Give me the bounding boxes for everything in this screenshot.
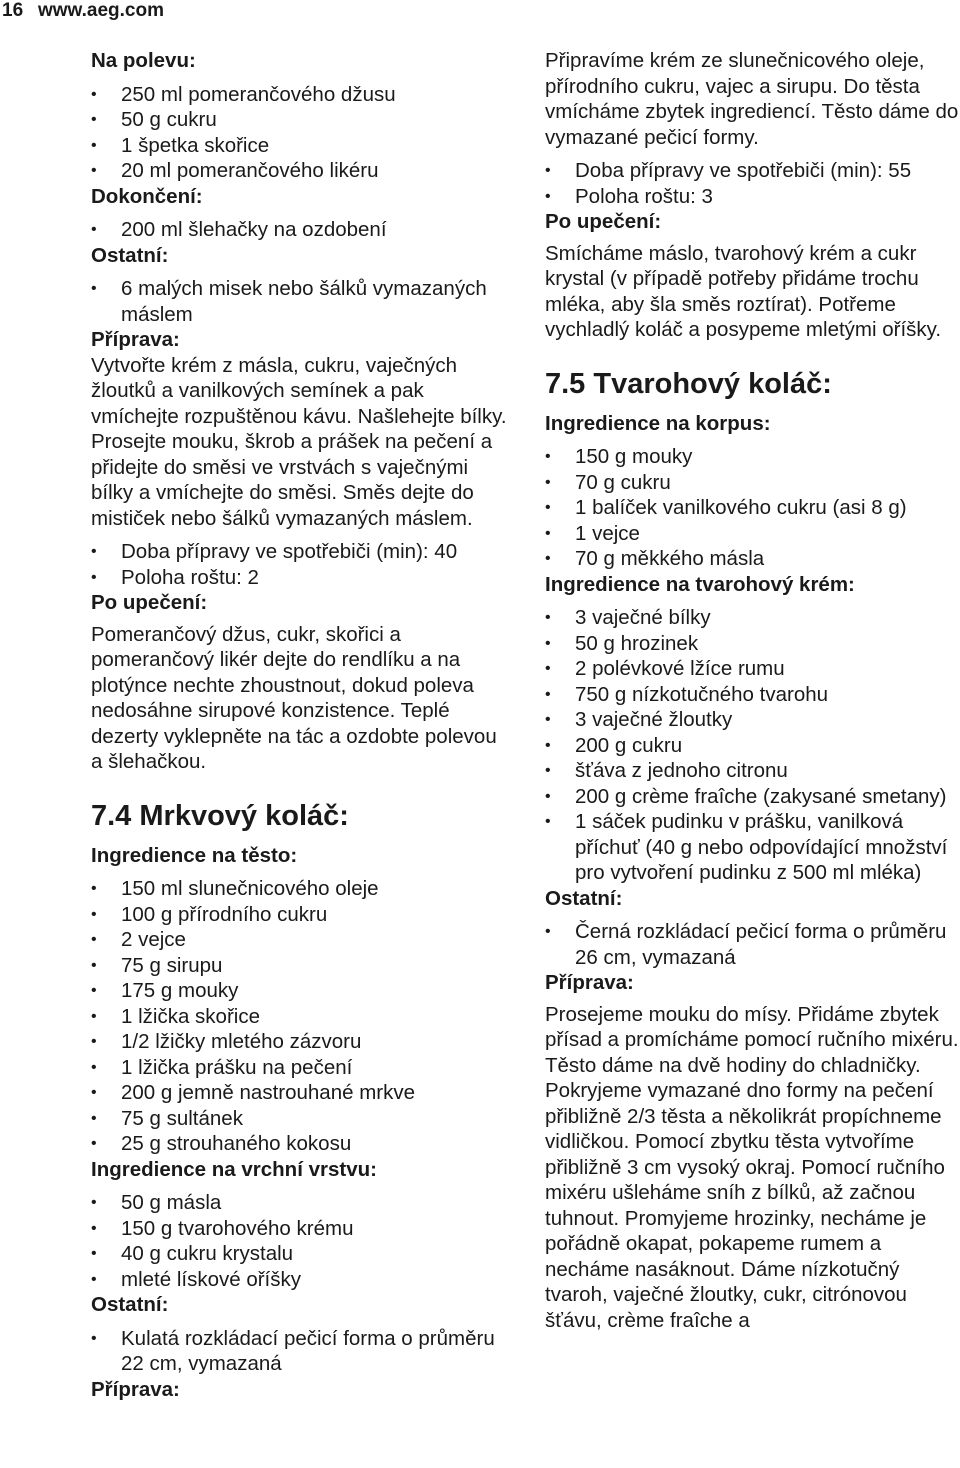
- list-item: • 6 malých misek nebo šálků vymazaných máslem: [91, 276, 511, 327]
- list-item: • 150 g mouky: [545, 444, 960, 470]
- priprava-text: Prosejeme mouku do mísy. Přidáme zbytek přísad a promícháme pomocí ručního mixéru. Těsto dáme na dvě hodiny do chladničky. Pokryjeme vymazané dno formy na pečení přibližně 2/3 těsta a několikrát propíchneme vidličkou. Pomocí zbytku těsta vytvoříme přibližně 3 cm vysoký okraj. Pomocí ručního mixéru ušleháme sníh z bílků, až začnou tuhnout. Promyjeme hrozinky, necháme je pořádně okapat, pokapeme rumem a necháme nasáknout. Dáme nízkotučný tvaroh, vaječné žloutky, cukr, citrónovou šťávu, crème fraîche a: [545, 1002, 959, 1332]
- list-item: • šťáva z jednoho citronu: [545, 758, 960, 784]
- testo-heading: Ingredience na těsto:: [91, 843, 298, 867]
- list-item: • 2 vejce: [91, 927, 511, 953]
- intro-text: Připravíme krém ze slunečnicového oleje, přírodního cukru, vajec a sirupu. Do těsta vmícháme zbytek ingrediencí. Těsto dáme do vymazané pečicí formy.: [545, 49, 959, 149]
- dokonceni-list: [91, 217, 511, 243]
- ostatni-list: [91, 276, 511, 327]
- po-upeceni-text: Smícháme máslo, tvarohový krém a cukr krystal (v případě potřeby přidáme trochu mléka, aby šla směs roztírat). Potřeme vychladlý koláč a posypeme mletými oříšky.: [545, 241, 942, 341]
- list-item: • 200 g crème fraîche (zakysané smetany): [545, 784, 960, 810]
- priprava-heading: Příprava:: [91, 328, 180, 351]
- list-item: • Poloha roštu: 3: [545, 184, 960, 210]
- ostatni-heading: Ostatní:: [545, 886, 623, 910]
- testo-list: [91, 876, 511, 1157]
- section-title-7-5: 7.5 Tvarohový koláč:: [545, 367, 832, 400]
- list-item: • 1 špetka skořice: [91, 133, 511, 159]
- params-list: [91, 539, 511, 590]
- priprava-text: Vytvořte krém z másla, cukru, vaječných žloutků a vanilkových semínek a pak vmíchejte rozpuštěnou kávu. Našlehejte bílky. Prosejte mouku, škrob a prášek na pečení a přidejte do směsi ve vrstvách s vaječnými bílky a vmíchejte do směsi. Směs dejte do mističek nebo šálků vymazaných máslem.: [91, 353, 507, 530]
- list-item: • Poloha roštu: 2: [91, 565, 511, 591]
- params-list: [545, 158, 960, 209]
- po-upeceni-text: Pomerančový džus, cukr, skořici a pomerančový likér dejte do rendlíku a na plotýnce nechte zhoustnout, dokud poleva nedosáhne sirupové konzistence. Teplé dezerty vyklepněte na tác a ozdobte polevou a šlehačkou.: [91, 622, 497, 773]
- list-item: • 75 g sultánek: [91, 1106, 511, 1132]
- right-column: [545, 48, 960, 1341]
- po-upeceni-heading: Po upečení:: [91, 591, 208, 614]
- ostatni-heading: Ostatní:: [91, 243, 169, 267]
- list-item: • 150 g tvarohového krému: [91, 1216, 511, 1242]
- krem-heading: Ingredience na tvarohový krém:: [545, 572, 855, 596]
- na-polevu-list: [91, 82, 511, 184]
- list-item: • 200 g jemně nastrouhané mrkve: [91, 1080, 511, 1106]
- krem-list: [545, 605, 960, 886]
- priprava-heading: Příprava:: [545, 971, 634, 994]
- list-item: • 1 balíček vanilkového cukru (asi 8 g): [545, 495, 960, 521]
- list-item: • 200 ml šlehačky na ozdobení: [91, 217, 511, 243]
- korpus-heading: Ingredience na korpus:: [545, 411, 771, 435]
- list-item: • 1 lžička prášku na pečení: [91, 1055, 511, 1081]
- list-item: • 200 g cukru: [545, 733, 960, 759]
- list-item: • 1 vejce: [545, 521, 960, 547]
- vrchni-list: [91, 1190, 511, 1292]
- list-item: • 150 ml slunečnicového oleje: [91, 876, 511, 902]
- website-url: www.aeg.com: [38, 0, 164, 21]
- list-item: • 75 g sirupu: [91, 953, 511, 979]
- ostatni2-list: [91, 1326, 511, 1377]
- list-item: • Doba přípravy ve spotřebiči (min): 40: [91, 539, 511, 565]
- page-number: 16: [2, 0, 24, 21]
- list-item: • mleté lískové oříšky: [91, 1267, 511, 1293]
- list-item: • 3 vaječné žloutky: [545, 707, 960, 733]
- priprava2-heading: Příprava:: [91, 1377, 180, 1401]
- list-item: • 750 g nízkotučného tvarohu: [545, 682, 960, 708]
- list-item: • 2 polévkové lžíce rumu: [545, 656, 960, 682]
- list-item: • 50 g hrozinek: [545, 631, 960, 657]
- list-item: • 1/2 lžičky mletého zázvoru: [91, 1029, 511, 1055]
- vrchni-heading: Ingredience na vrchní vrstvu:: [91, 1157, 377, 1181]
- na-polevu-heading: Na polevu:: [91, 49, 196, 72]
- dokonceni-heading: Dokončení:: [91, 184, 203, 208]
- left-column: [91, 48, 511, 1402]
- list-item: • 100 g přírodního cukru: [91, 902, 511, 928]
- list-item: • 1 sáček pudinku v prášku, vanilková příchuť (40 g nebo odpovídající množství pro vytvoření pudinku z 500 ml mléka): [545, 809, 960, 886]
- list-item: • 50 g cukru: [91, 107, 511, 133]
- list-item: • 175 g mouky: [91, 978, 511, 1004]
- list-item: • 70 g cukru: [545, 470, 960, 496]
- list-item: • 3 vaječné bílky: [545, 605, 960, 631]
- ostatni2-heading: Ostatní:: [91, 1293, 169, 1316]
- list-item: • 50 g másla: [91, 1190, 511, 1216]
- po-upeceni-heading: Po upečení:: [545, 210, 662, 233]
- list-item: • 25 g strouhaného kokosu: [91, 1131, 511, 1157]
- korpus-list: [545, 444, 960, 572]
- list-item: • Černá rozkládací pečicí forma o průměru 26 cm, vymazaná: [545, 919, 960, 970]
- section-title-7-4: 7.4 Mrkvový koláč:: [91, 799, 349, 832]
- list-item: • 250 ml pomerančového džusu: [91, 82, 511, 108]
- list-item: • 70 g měkkého másla: [545, 546, 960, 572]
- list-item: • 20 ml pomerančového likéru: [91, 158, 511, 184]
- list-item: • Doba přípravy ve spotřebiči (min): 55: [545, 158, 960, 184]
- ostatni-list: [545, 919, 960, 970]
- list-item: • 1 lžička skořice: [91, 1004, 511, 1030]
- list-item: • 40 g cukru krystalu: [91, 1241, 511, 1267]
- list-item: • Kulatá rozkládací pečicí forma o průměru 22 cm, vymazaná: [91, 1326, 511, 1377]
